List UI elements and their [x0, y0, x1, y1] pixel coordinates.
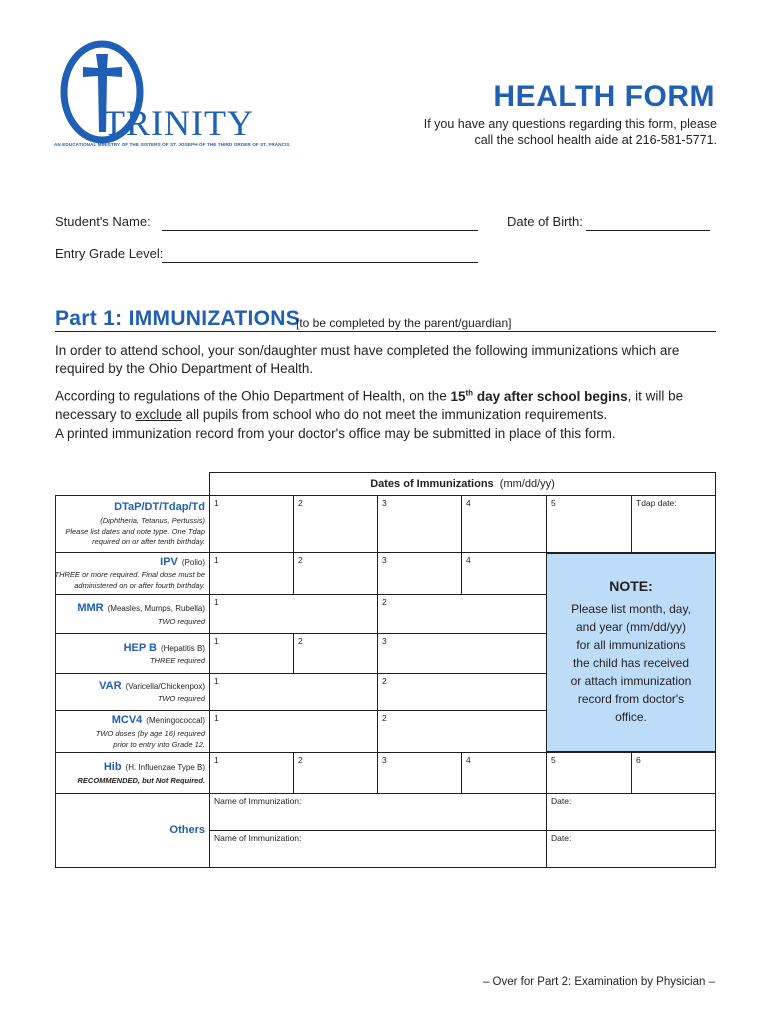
- other-date-cell[interactable]: Date:: [546, 793, 716, 831]
- page-title: HEALTH FORM: [493, 80, 715, 113]
- dose-cell[interactable]: 4: [461, 495, 547, 553]
- dose-cell[interactable]: 2: [377, 594, 547, 634]
- vaccine-name: MMR (Measles, Mumps, Rubella): [77, 602, 205, 614]
- divider: [55, 331, 716, 332]
- other-name-cell[interactable]: Name of Immunization:: [209, 793, 547, 831]
- vaccine-sub: (Diphtheria, Tetanus, Pertussis) Please list dates and note type. One Tdap required on or after tenth birthday.: [65, 516, 205, 546]
- dose-cell[interactable]: 2: [293, 633, 378, 674]
- vaccine-name: DTaP/DT/Tdap/Td: [114, 501, 205, 513]
- dose-cell[interactable]: 3: [377, 633, 547, 674]
- logo-wordmark: TRINITY: [103, 103, 254, 143]
- contact-line-1: If you have any questions regarding this form, please: [423, 117, 717, 131]
- regulation-paragraph: According to regulations of the Ohio Department of Health, on the 15th day after school begins, it will be necessary to exclude all pupils from school who do not meet the immunization requirements.: [55, 388, 684, 422]
- others-label: Others: [169, 824, 205, 836]
- dose-cell[interactable]: 4: [461, 552, 547, 595]
- grade-level-label: Entry Grade Level:: [55, 246, 164, 261]
- dose-cell[interactable]: 1: [209, 710, 378, 753]
- dose-cell[interactable]: 1: [209, 552, 294, 595]
- intro-paragraph: In order to attend school, your son/daughter must have completed the following immunizations which are required by the Ohio Department of Health.: [55, 343, 680, 376]
- dose-cell[interactable]: 2: [293, 552, 378, 595]
- student-name-label: Student's Name:: [55, 214, 151, 229]
- dose-cell[interactable]: 3: [377, 752, 462, 794]
- dose-cell[interactable]: 6: [631, 752, 716, 794]
- note-text: Please list month, day, and year (mm/dd/yy) for all immunizations the child has received or attach immunization record from doctor's office.: [570, 602, 692, 724]
- dose-cell[interactable]: 1: [209, 594, 378, 634]
- dose-cell[interactable]: 5: [546, 495, 632, 553]
- dose-cell[interactable]: 3: [377, 495, 462, 553]
- vaccine-name: MCV4 (Meningococcal): [111, 714, 205, 726]
- dose-cell[interactable]: 3: [377, 552, 462, 595]
- vaccine-name: HEP B (Hepatitis B): [123, 642, 205, 654]
- footer-note: – Over for Part 2: Examination by Physician –: [482, 976, 715, 988]
- divider: [55, 710, 210, 711]
- vaccine-name: VAR (Varicella/Chickenpox): [99, 680, 205, 692]
- dose-cell[interactable]: 1: [209, 495, 294, 553]
- logo-tagline: AN EDUCATIONAL MINISTRY OF THE SISTERS OF ST. JOSEPH OF THE THIRD ORDER OF ST. FRANCIS: [54, 142, 290, 147]
- divider: [55, 793, 210, 794]
- vaccine-sub: TWO required: [157, 617, 205, 626]
- vaccine-sub: THREE or more required. Final dose must be administered on or after fourth birthday.: [54, 570, 205, 590]
- dob-field[interactable]: [586, 216, 710, 231]
- divider: [55, 633, 210, 634]
- table-header: Dates of Immunizations (mm/dd/yy): [209, 472, 716, 496]
- note-box: [546, 553, 716, 752]
- tdap-date-cell[interactable]: Tdap date:: [631, 495, 716, 553]
- other-name-cell[interactable]: Name of Immunization:: [209, 830, 547, 868]
- vaccine-name: Hib (H. Influenzae Type B): [103, 761, 205, 773]
- vaccine-sub: RECOMMENDED, but Not Required.: [77, 776, 205, 785]
- dose-cell[interactable]: 1: [209, 673, 378, 711]
- vaccine-name: IPV (Polio): [160, 556, 205, 568]
- vaccine-sub: TWO required: [157, 694, 205, 703]
- part1-title: Part 1: IMMUNIZATIONS: [55, 307, 301, 330]
- vaccine-sub: THREE required: [149, 656, 205, 665]
- dob-label: Date of Birth:: [507, 214, 583, 229]
- printed-record-paragraph: A printed immunization record from your doctor's office may be submitted in place of this form.: [55, 426, 616, 441]
- dose-cell[interactable]: 1: [209, 752, 294, 794]
- part1-note: [to be completed by the parent/guardian]: [296, 316, 512, 330]
- vaccine-sub: TWO doses (by age 16) required prior to entry into Grade 12.: [95, 729, 205, 749]
- divider: [55, 594, 210, 595]
- other-date-cell[interactable]: Date:: [546, 830, 716, 868]
- note-title: NOTE:: [609, 578, 653, 594]
- dose-cell[interactable]: 2: [293, 752, 378, 794]
- dose-cell[interactable]: 4: [461, 752, 547, 794]
- divider: [55, 752, 210, 753]
- dose-cell[interactable]: 2: [377, 710, 547, 753]
- dose-cell[interactable]: 2: [377, 673, 547, 711]
- dose-cell[interactable]: 1: [209, 633, 294, 674]
- dose-cell[interactable]: 2: [293, 495, 378, 553]
- dose-cell[interactable]: 5: [546, 752, 632, 794]
- divider: [55, 673, 210, 674]
- grade-level-field[interactable]: [162, 248, 478, 263]
- contact-line-2: call the school health aide at 216-581-5771.: [474, 133, 717, 147]
- student-name-field[interactable]: [162, 216, 478, 231]
- divider: [55, 552, 210, 553]
